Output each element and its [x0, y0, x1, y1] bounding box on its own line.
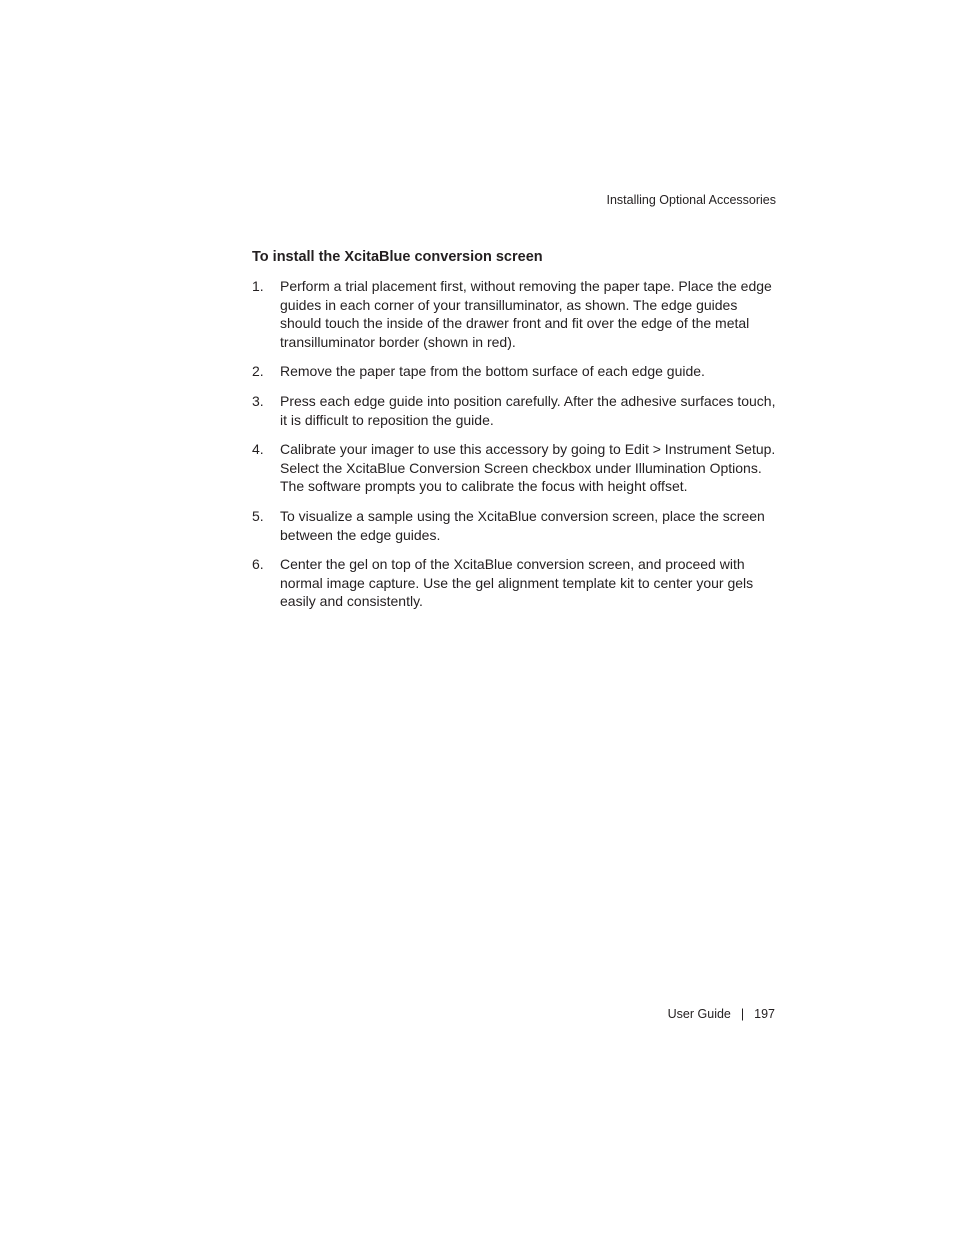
step-item — [252, 507, 778, 544]
step-text: Remove the paper tape from the bottom surface of each edge guide. — [280, 363, 705, 380]
step-text: Calibrate your imager to use this accessory by going to Edit > Instrument Setup. Select the XcitaBlue Conversion Screen checkbox under Illumination Options. The software prompts you to calibrate the focus with height offset. — [280, 441, 776, 495]
main-content — [252, 248, 778, 622]
step-item — [252, 362, 778, 381]
step-number: 5. — [252, 507, 264, 524]
page-footer — [668, 1006, 775, 1022]
section-title: To install the XcitaBlue conversion screen — [252, 249, 543, 265]
step-number: 6. — [252, 556, 264, 573]
footer-separator: | — [740, 1007, 745, 1021]
step-number: 1. — [252, 278, 264, 294]
footer-guide-label: User Guide — [667, 1007, 731, 1021]
step-number: 2. — [252, 363, 264, 380]
step-item — [252, 555, 778, 611]
step-text: Center the gel on top of the XcitaBlue conversion screen, and proceed with normal image capture. Use the gel alignment template kit to center your gels easily and consistently. — [280, 556, 754, 610]
step-number: 4. — [252, 441, 264, 458]
step-text: Press each edge guide into position carefully. After the adhesive surfaces touch, it is difficult to reposition the guide. — [280, 392, 776, 428]
step-text: Perform a trial placement first, without removing the paper tape. Place the edge guides in each corner of your transilluminator, as shown. The edge guides should touch the inside of the drawer front and fit over the edge of the metal transilluminator border (shown in red). — [280, 278, 772, 350]
steps-list — [252, 277, 778, 611]
page-number: 197 — [754, 1007, 775, 1021]
step-item — [252, 277, 778, 351]
step-item — [252, 440, 778, 496]
step-item — [252, 392, 778, 429]
running-header: Installing Optional Accessories — [606, 193, 776, 207]
step-number: 3. — [252, 392, 264, 409]
step-text: To visualize a sample using the XcitaBlue conversion screen, place the screen between the edge guides. — [280, 507, 765, 543]
